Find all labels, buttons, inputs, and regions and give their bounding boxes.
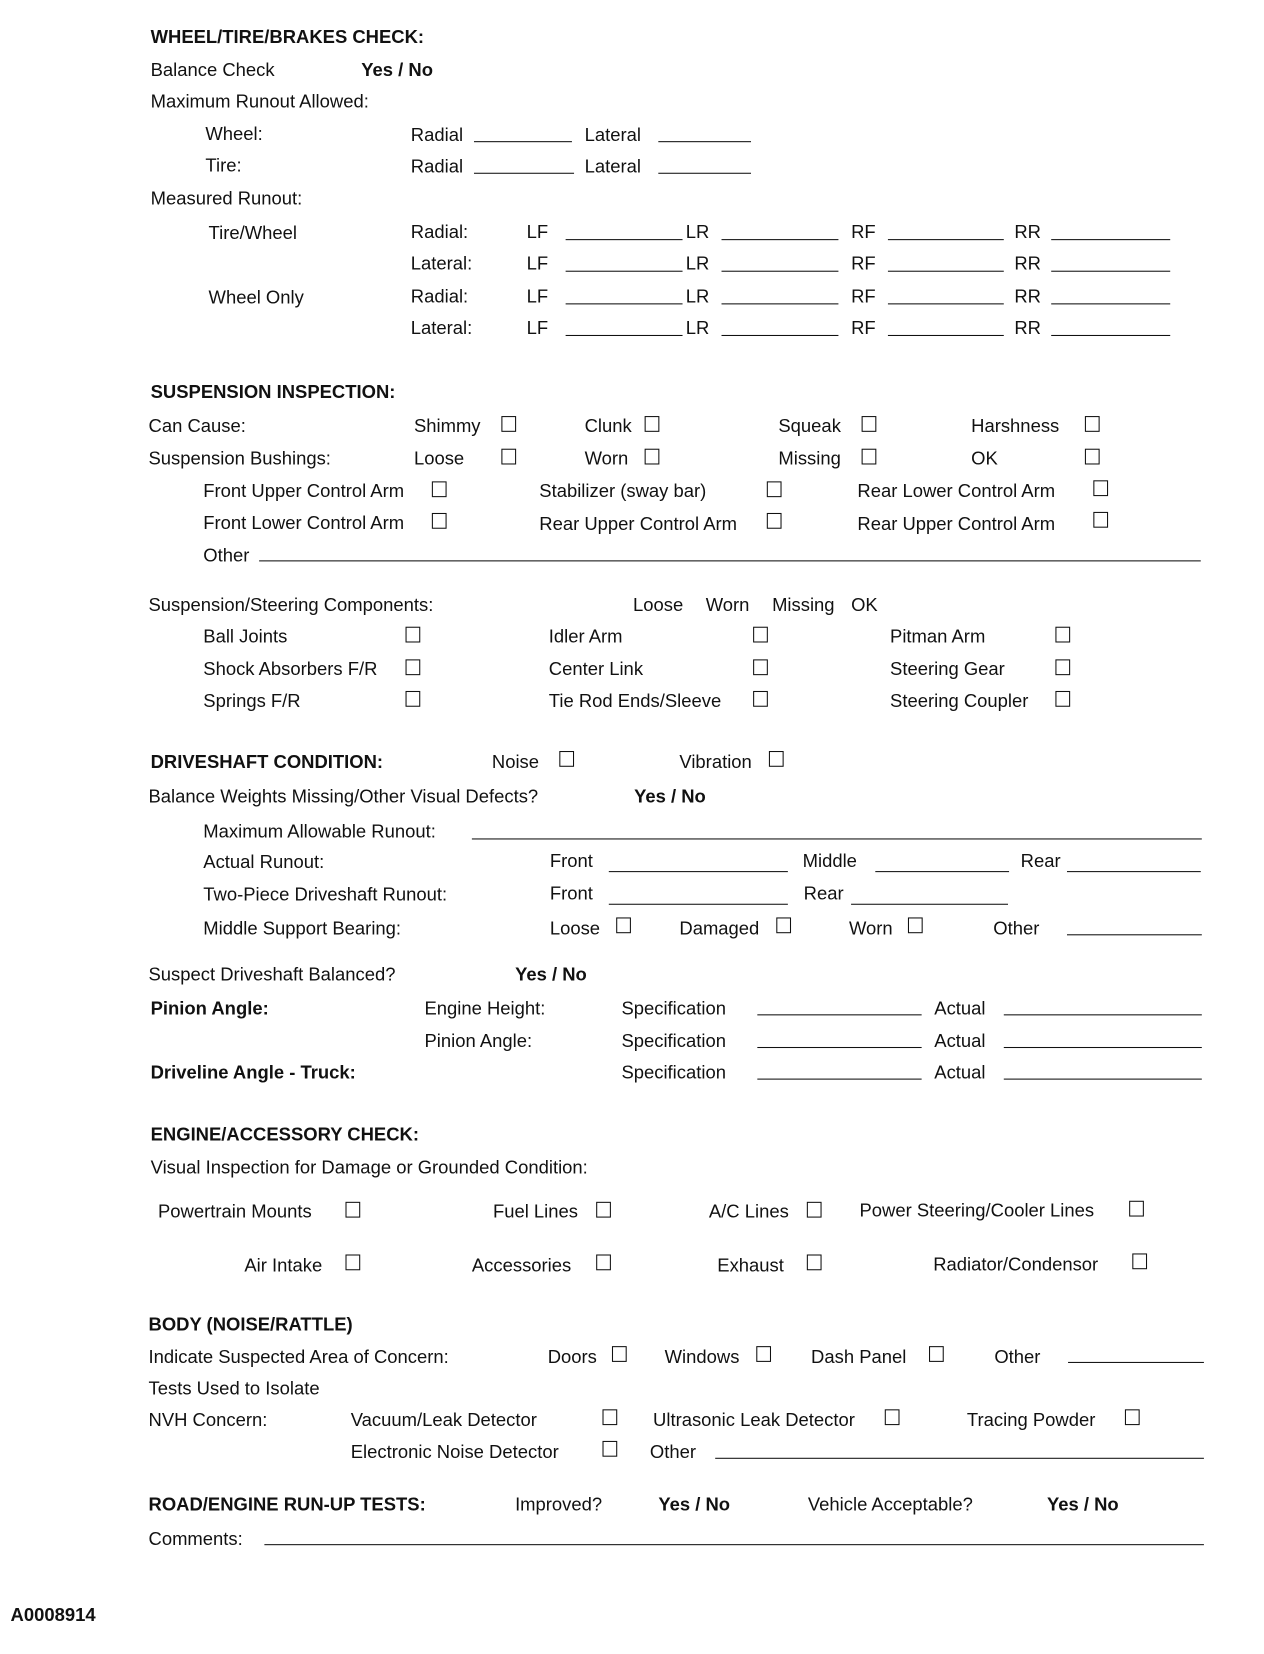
label: Noise <box>491 751 540 773</box>
input-line[interactable] <box>566 271 683 272</box>
label: Lateral: <box>410 252 473 274</box>
label: Improved? <box>515 1493 603 1515</box>
label: Actual Runout: <box>203 851 325 873</box>
label: LF <box>526 285 549 307</box>
label: LR <box>685 285 710 307</box>
label: Shimmy <box>413 415 481 437</box>
checkbox-shock-absorbers[interactable] <box>406 659 421 675</box>
label: Front <box>549 882 593 904</box>
checkbox-steering-coupler[interactable] <box>1055 691 1070 707</box>
checkbox-front-upper-control-arm[interactable] <box>432 481 447 497</box>
label: Lateral <box>584 124 641 146</box>
label: Missing <box>778 447 841 469</box>
input-line[interactable] <box>715 1458 1204 1459</box>
checkbox-worn[interactable] <box>645 449 660 465</box>
label: Vibration <box>679 751 752 773</box>
label: Ultrasonic Leak Detector <box>653 1409 855 1431</box>
checkbox-tie-rod-ends[interactable] <box>753 691 768 707</box>
label: RR <box>1014 285 1041 307</box>
label: Squeak <box>778 415 841 437</box>
input-line[interactable] <box>1051 303 1170 304</box>
label: Steering Gear <box>890 658 1005 680</box>
checkbox-rear-upper-control-arm[interactable] <box>767 513 782 529</box>
label: Accessories <box>471 1254 572 1276</box>
column-header: Missing <box>772 594 835 616</box>
input-line[interactable] <box>566 239 683 240</box>
column-header: OK <box>851 594 878 616</box>
label: Can Cause: <box>148 415 246 437</box>
label: Specification <box>621 997 726 1019</box>
label: Balance Weights Missing/Other Visual Defects? <box>148 785 539 807</box>
checkbox-pitman-arm[interactable] <box>1055 627 1070 643</box>
yes-no-choice[interactable]: Yes / No <box>1046 1493 1119 1515</box>
label: Ball Joints <box>203 625 288 647</box>
label: Stabilizer (sway bar) <box>539 480 707 502</box>
input-line[interactable] <box>1004 1047 1202 1048</box>
label: Specification <box>621 1030 726 1052</box>
label: Dash Panel <box>811 1346 907 1368</box>
label: Tracing Powder <box>966 1409 1096 1431</box>
checkbox-missing[interactable] <box>862 449 877 465</box>
input-line[interactable] <box>851 904 1008 905</box>
label: Tire: <box>205 154 242 176</box>
label: Suspect Driveshaft Balanced? <box>148 963 396 985</box>
checkbox-steering-gear[interactable] <box>1055 659 1070 675</box>
label: RR <box>1014 252 1041 274</box>
checkbox-accessories[interactable] <box>596 1254 611 1270</box>
label: Suspension/Steering Components: <box>148 594 434 616</box>
label: Wheel Only <box>208 286 304 308</box>
checkbox-shimmy[interactable] <box>501 416 516 432</box>
label: Middle Support Bearing: <box>203 917 402 939</box>
input-line[interactable] <box>1068 1362 1204 1363</box>
section-heading-road: ROAD/ENGINE RUN-UP TESTS: <box>148 1493 426 1515</box>
input-line[interactable] <box>722 303 839 304</box>
checkbox-vacuum-leak-detector[interactable] <box>602 1409 617 1425</box>
input-line[interactable] <box>658 141 751 142</box>
label: Loose <box>549 917 601 939</box>
checkbox-squeak[interactable] <box>862 416 877 432</box>
label: LR <box>685 252 710 274</box>
figure-id: A0008914 <box>10 1604 96 1626</box>
checkbox-center-link[interactable] <box>753 659 768 675</box>
input-line[interactable] <box>474 173 574 174</box>
label: RF <box>851 285 876 307</box>
label: Vacuum/Leak Detector <box>350 1409 537 1431</box>
input-line[interactable] <box>1051 335 1170 336</box>
input-line[interactable] <box>722 271 839 272</box>
label: Indicate Suspected Area of Concern: <box>148 1346 449 1368</box>
input-line[interactable] <box>1004 1079 1202 1080</box>
yes-no-choice[interactable]: Yes / No <box>634 785 706 807</box>
label: Front Upper Control Arm <box>203 480 405 502</box>
label: Doors <box>547 1346 597 1368</box>
label: Pitman Arm <box>890 625 986 647</box>
label: Other <box>649 1440 697 1462</box>
input-line[interactable] <box>566 335 683 336</box>
input-line[interactable] <box>566 303 683 304</box>
label: Actual <box>934 1030 986 1052</box>
checkbox-loose[interactable] <box>501 449 516 465</box>
yes-no-choice[interactable]: Yes / No <box>361 58 434 81</box>
label: Worn <box>848 917 893 939</box>
label: Loose <box>413 447 465 469</box>
label: Worn <box>584 447 629 469</box>
input-line[interactable] <box>1004 1014 1202 1015</box>
checkbox-rear-lower-control-arm[interactable] <box>1093 480 1108 496</box>
label: Electronic Noise Detector <box>350 1440 559 1462</box>
label: Pinion Angle: <box>150 997 269 1019</box>
label: Power Steering/Cooler Lines <box>859 1199 1095 1221</box>
label: Middle <box>802 850 857 872</box>
checkbox-noise[interactable] <box>559 751 574 767</box>
input-line[interactable] <box>1067 934 1202 935</box>
checkbox-ultrasonic-leak-detector[interactable] <box>885 1409 900 1425</box>
input-line[interactable] <box>1051 271 1170 272</box>
label: Other <box>993 917 1040 939</box>
label: Balance Check <box>150 58 275 81</box>
input-line[interactable] <box>757 1079 921 1080</box>
yes-no-choice[interactable]: Yes / No <box>515 963 587 985</box>
input-line[interactable] <box>472 838 1202 839</box>
label: Comments: <box>148 1528 243 1550</box>
column-header: Loose <box>633 594 684 616</box>
label: Exhaust <box>717 1254 784 1276</box>
input-line[interactable] <box>757 1047 921 1048</box>
column-header: Worn <box>705 594 750 616</box>
label: RF <box>851 252 876 274</box>
checkbox-air-intake[interactable] <box>345 1254 360 1270</box>
label: Harshness <box>971 415 1060 437</box>
checkbox-springs[interactable] <box>406 691 421 707</box>
label: Radial <box>410 155 464 177</box>
label: Actual <box>934 1061 986 1083</box>
input-line[interactable] <box>1051 239 1170 240</box>
label: A/C Lines <box>708 1200 789 1222</box>
label: Shock Absorbers F/R <box>203 658 378 680</box>
label: Driveline Angle - Truck: <box>150 1061 356 1083</box>
label: Air Intake <box>244 1254 323 1276</box>
input-line[interactable] <box>658 173 751 174</box>
label: Maximum Runout Allowed: <box>150 90 369 112</box>
label: Other <box>994 1346 1041 1368</box>
label: Radial <box>410 124 464 146</box>
label: OK <box>971 447 998 469</box>
section-heading-wheel: WHEEL/TIRE/BRAKES CHECK: <box>150 26 425 48</box>
checkbox-bearing-damaged[interactable] <box>776 917 791 933</box>
label: Two-Piece Driveshaft Runout: <box>203 883 448 905</box>
checkbox-power-steering-lines[interactable] <box>1129 1201 1144 1217</box>
label: Windows <box>664 1346 740 1368</box>
label: Actual <box>934 997 986 1019</box>
label: Rear <box>803 882 844 904</box>
label: LF <box>526 221 549 243</box>
label: Damaged <box>679 917 760 939</box>
section-heading-suspension: SUSPENSION INSPECTION: <box>150 381 396 403</box>
label: LF <box>526 317 549 339</box>
label: LR <box>685 221 710 243</box>
input-line[interactable] <box>1067 871 1201 872</box>
section-heading-body: BODY (NOISE/RATTLE) <box>148 1313 353 1335</box>
label: Visual Inspection for Damage or Grounded Condition: <box>150 1156 588 1178</box>
label: Radial: <box>410 221 469 243</box>
label: RF <box>851 221 876 243</box>
label: Springs F/R <box>203 689 301 711</box>
checkbox-radiator[interactable] <box>1132 1253 1147 1269</box>
checkbox-powertrain-mounts[interactable] <box>345 1202 360 1218</box>
label: Tire/Wheel <box>208 222 297 244</box>
label: Maximum Allowable Runout: <box>203 820 436 842</box>
label: Vehicle Acceptable? <box>807 1493 973 1515</box>
section-heading-driveshaft: DRIVESHAFT CONDITION: <box>150 751 384 773</box>
label: RF <box>851 317 876 339</box>
label: Clunk <box>584 415 632 437</box>
checkbox-windows[interactable] <box>756 1346 771 1362</box>
label: Lateral <box>584 155 641 177</box>
checkbox-idler-arm[interactable] <box>753 627 768 643</box>
label: NVH Concern: <box>148 1409 268 1431</box>
input-line[interactable] <box>722 335 839 336</box>
label: Tests Used to Isolate <box>148 1377 320 1399</box>
label: Suspension Bushings: <box>148 447 331 469</box>
checkbox-rear-upper-control-arm-2[interactable] <box>1093 512 1108 528</box>
yes-no-choice[interactable]: Yes / No <box>658 1493 731 1515</box>
checkbox-electronic-noise-detector[interactable] <box>602 1441 617 1457</box>
label: Lateral: <box>410 317 473 339</box>
checkbox-fuel-lines[interactable] <box>596 1202 611 1218</box>
input-line[interactable] <box>875 871 1009 872</box>
checkbox-harshness[interactable] <box>1085 416 1100 432</box>
label: Pinion Angle: <box>424 1030 533 1052</box>
label: Idler Arm <box>548 625 623 647</box>
label: Front Lower Control Arm <box>203 511 405 533</box>
checkbox-doors[interactable] <box>612 1346 627 1362</box>
label: Tie Rod Ends/Sleeve <box>548 689 722 711</box>
label: Steering Coupler <box>890 689 1029 711</box>
checkbox-bearing-loose[interactable] <box>616 917 631 933</box>
input-line[interactable] <box>888 335 1004 336</box>
label: RR <box>1014 317 1041 339</box>
label: Rear Upper Control Arm <box>857 512 1056 535</box>
checkbox-bearing-worn[interactable] <box>908 917 923 933</box>
label: Powertrain Mounts <box>157 1200 312 1222</box>
label: Center Link <box>548 658 644 680</box>
label: Rear Upper Control Arm <box>539 512 738 535</box>
checkbox-clunk[interactable] <box>645 416 660 432</box>
input-line[interactable] <box>888 303 1004 304</box>
checkbox-front-lower-control-arm[interactable] <box>432 513 447 529</box>
label: Specification <box>621 1061 726 1083</box>
label: RR <box>1014 221 1041 243</box>
input-line[interactable] <box>474 141 572 142</box>
input-line[interactable] <box>888 239 1004 240</box>
label: Wheel: <box>205 123 263 145</box>
label: Other <box>203 544 250 566</box>
section-heading-engine: ENGINE/ACCESSORY CHECK: <box>150 1123 419 1145</box>
input-line[interactable] <box>609 904 788 905</box>
checkbox-ball-joints[interactable] <box>406 627 421 643</box>
label: Fuel Lines <box>492 1200 578 1222</box>
checkbox-exhaust[interactable] <box>807 1254 822 1270</box>
label: Engine Height: <box>424 997 546 1019</box>
checkbox-ok[interactable] <box>1085 449 1100 465</box>
label: LF <box>526 252 549 274</box>
comments-input-line[interactable] <box>264 1544 1204 1545</box>
input-line[interactable] <box>609 871 788 872</box>
input-line[interactable] <box>888 271 1004 272</box>
checkbox-ac-lines[interactable] <box>807 1202 822 1218</box>
other-input-line[interactable] <box>259 560 1201 561</box>
input-line[interactable] <box>757 1014 921 1015</box>
label: Radial: <box>410 285 469 307</box>
label: Front <box>549 850 593 872</box>
label: Rear <box>1020 850 1061 872</box>
label: Radiator/Condensor <box>933 1253 1099 1275</box>
checkbox-tracing-powder[interactable] <box>1125 1409 1140 1425</box>
label: Rear Lower Control Arm <box>857 480 1056 502</box>
checkbox-vibration[interactable] <box>769 751 784 767</box>
label: LR <box>685 317 710 339</box>
label: Measured Runout: <box>150 187 303 209</box>
checkbox-stabilizer[interactable] <box>767 481 782 497</box>
checkbox-dash-panel[interactable] <box>929 1346 944 1362</box>
input-line[interactable] <box>722 239 839 240</box>
